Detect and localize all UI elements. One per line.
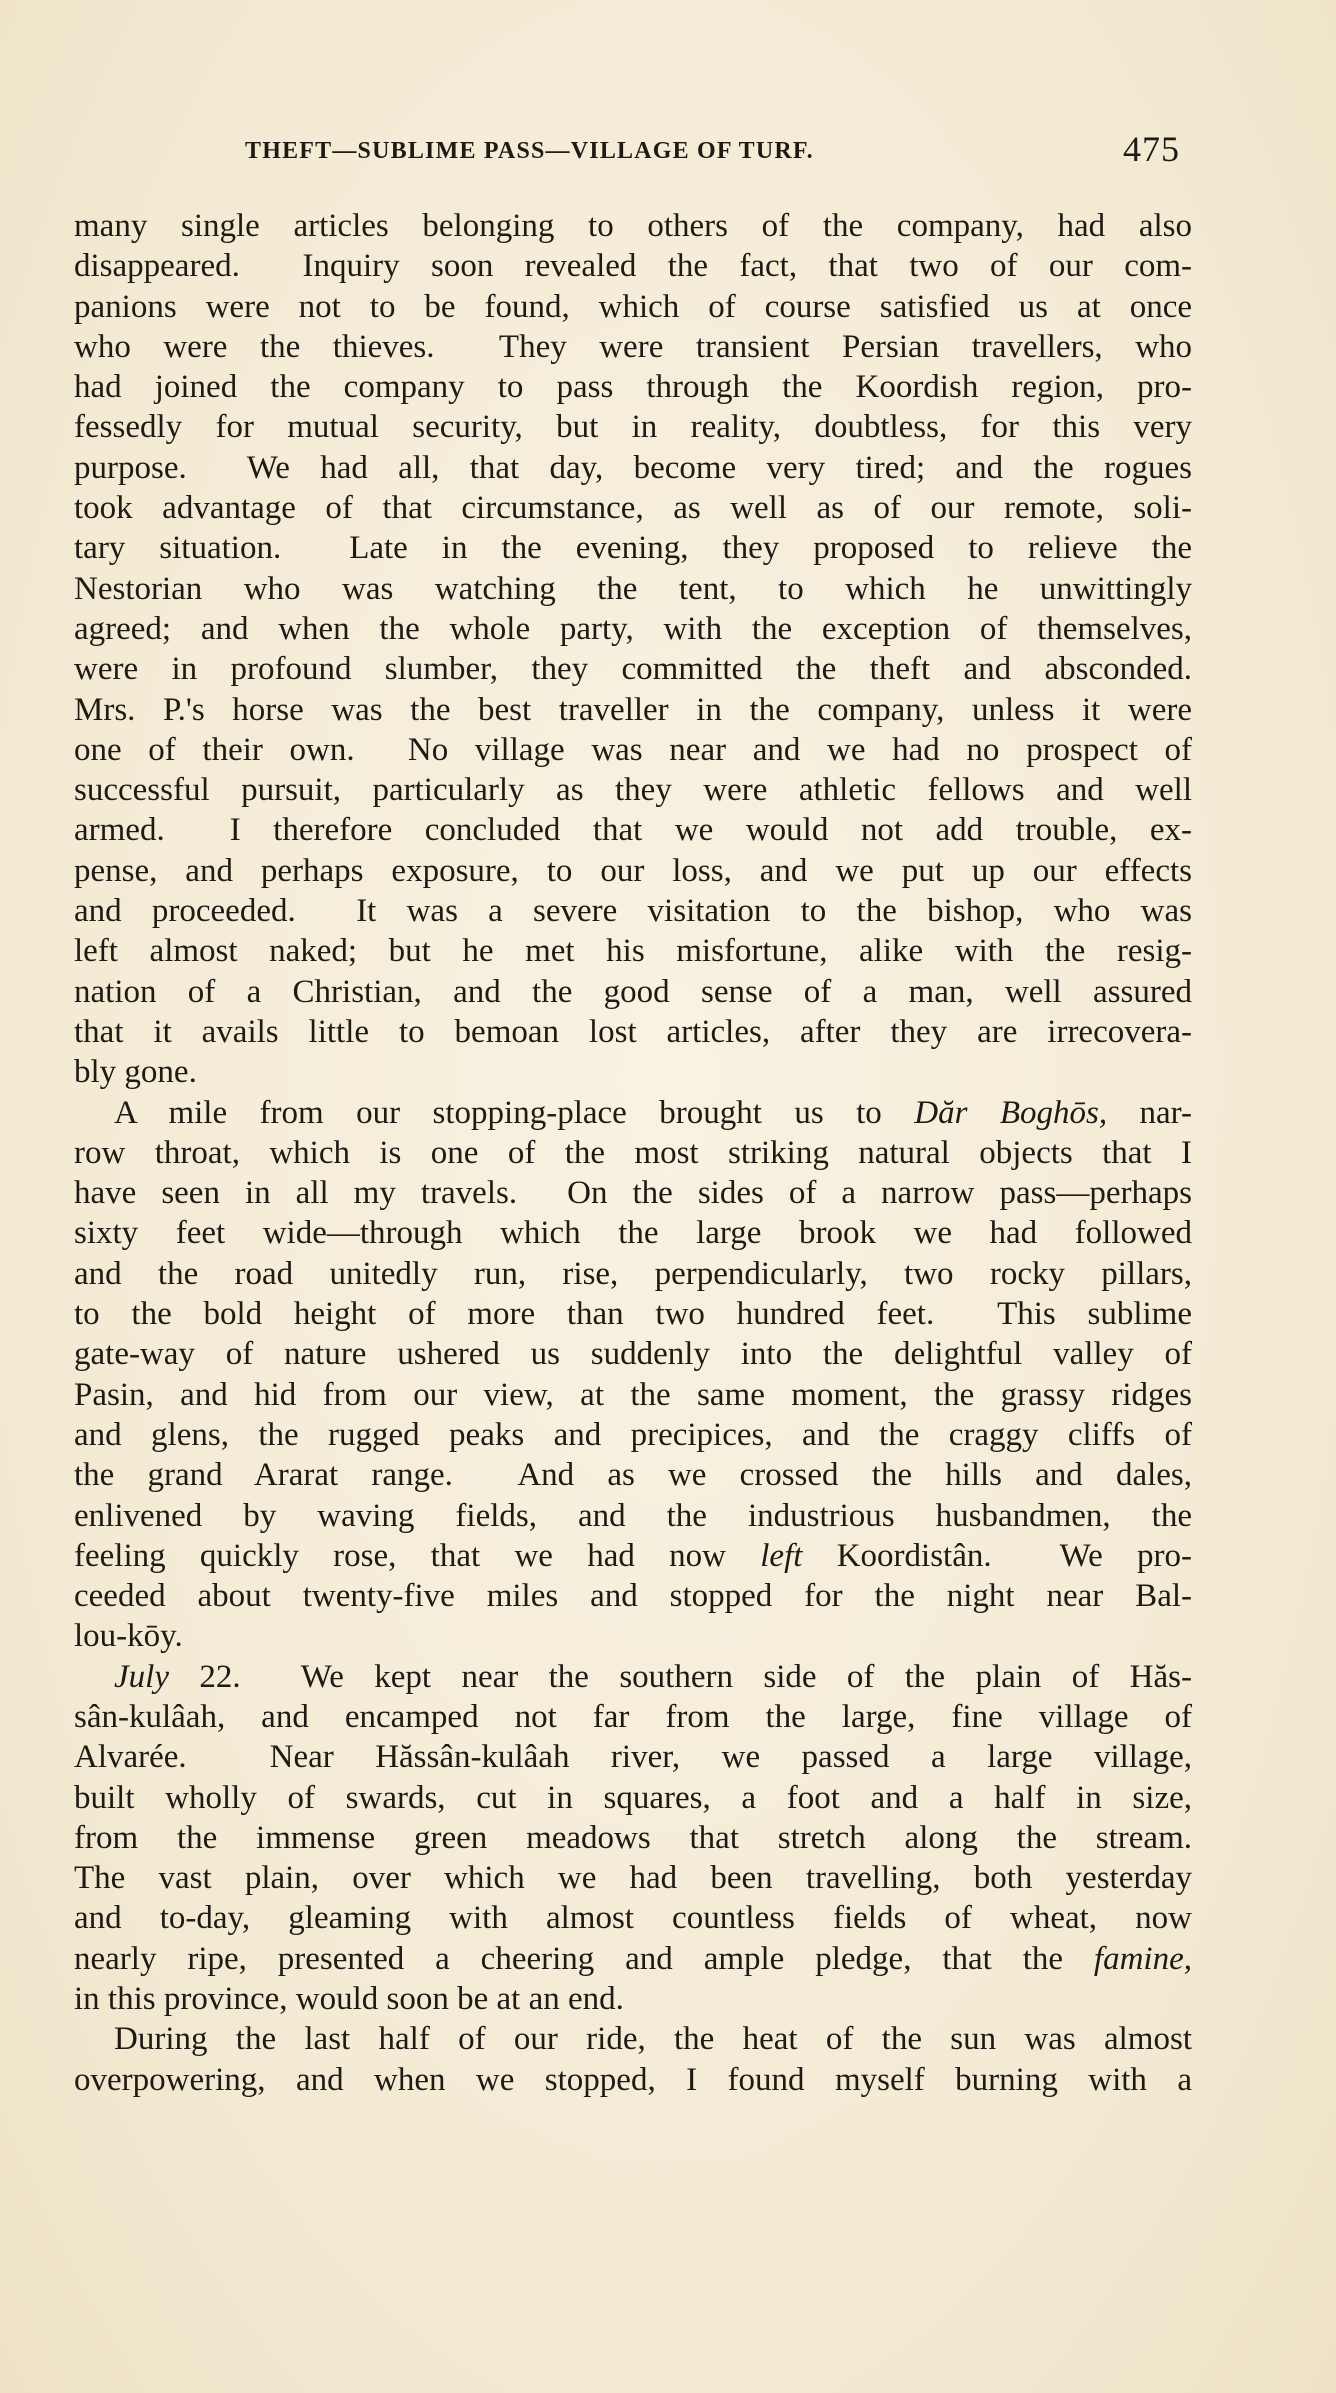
text-line: pense, and perhaps exposure, to our loss, and we put up our effects xyxy=(74,852,1192,889)
text-line: Alvarée. Near Hăssân-kulâah river, we passed a large village, xyxy=(74,1739,1192,1776)
text-line: A mile from our stopping-place brought us to Dăr Boghōs, nar- xyxy=(114,1094,1192,1131)
text-line: many single articles belonging to others of the company, had also xyxy=(74,208,1192,244)
text-line: nearly ripe, presented a cheering and ample pledge, that the famine, xyxy=(74,1940,1192,1977)
text-line: gate-way of nature ushered us suddenly into the delightful valley of xyxy=(74,1336,1192,1373)
text-line: took advantage of that circumstance, as well as of our remote, soli- xyxy=(74,490,1192,527)
text-line: overpowering, and when we stopped, I found myself burning with a xyxy=(74,2061,1192,2098)
text-line: who were the thieves. They were transient Persian travellers, who xyxy=(74,328,1192,365)
text-line: that it avails little to bemoan lost articles, after they are irrecovera- xyxy=(74,1013,1192,1050)
text-line: and the road unitedly run, rise, perpendicularly, two rocky pillars, xyxy=(74,1255,1192,1292)
text-line: The vast plain, over which we had been travelling, both yesterday xyxy=(74,1860,1192,1897)
text-line: disappeared. Inquiry soon revealed the fact, that two of our com- xyxy=(74,248,1192,285)
text-line: tary situation. Late in the evening, they proposed to relieve the xyxy=(74,530,1192,567)
text-line: left almost naked; but he met his misfortune, alike with the resig- xyxy=(74,933,1192,970)
italic-date: July xyxy=(114,1658,169,1695)
text-line: in this province, would soon be at an end. xyxy=(74,1981,624,2018)
text-line: fessedly for mutual security, but in reality, doubtless, for this very xyxy=(74,409,1192,446)
text-line: nation of a Christian, and the good sense of a man, well assured xyxy=(74,973,1192,1010)
body-text xyxy=(74,206,1192,2100)
text-line: bly gone. xyxy=(74,1054,197,1091)
text-line: During the last half of our ride, the heat of the sun was almost xyxy=(114,2021,1192,2058)
text-line: ceeded about twenty-five miles and stopped for the night near Bal- xyxy=(74,1578,1192,1615)
text-line: sân-kulâah, and encamped not far from the large, fine village of xyxy=(74,1698,1192,1735)
italic-emphasis: famine, xyxy=(1093,1940,1192,1977)
text-line: and glens, the rugged peaks and precipices, and the craggy cliffs of xyxy=(74,1416,1192,1453)
italic-emphasis: left xyxy=(760,1537,803,1574)
text-line: one of their own. No village was near and we had no prospect of xyxy=(74,731,1192,768)
text-line: lou-kōy. xyxy=(74,1618,183,1655)
text-line: built wholly of swards, cut in squares, a foot and a half in size, xyxy=(74,1779,1192,1816)
text-line: successful pursuit, particularly as they were athletic fellows and well xyxy=(74,772,1192,809)
text-line: sixty feet wide—through which the large brook we had followed xyxy=(74,1215,1192,1252)
text-line: feeling quickly rose, that we had now left Koordistân. We pro- xyxy=(74,1537,1192,1574)
page-header xyxy=(245,128,1180,178)
text-line: Nestorian who was watching the tent, to which he unwittingly xyxy=(74,570,1192,607)
page-number: 475 xyxy=(1123,129,1180,169)
italic-place-name: Dăr Boghōs, xyxy=(914,1094,1108,1131)
text-line: have seen in all my travels. On the sides of a narrow pass—perhaps xyxy=(74,1175,1192,1212)
text-line: had joined the company to pass through the Koordish region, pro- xyxy=(74,369,1192,406)
text-line: purpose. We had all, that day, become very tired; and the rogues xyxy=(74,449,1192,486)
text-line: from the immense green meadows that stretch along the stream. xyxy=(74,1819,1192,1856)
text-line: were in profound slumber, they committed the theft and absconded. xyxy=(74,651,1192,688)
text-line: row throat, which is one of the most striking natural objects that I xyxy=(74,1134,1192,1171)
text-line: Pasin, and hid from our view, at the same moment, the grassy ridges xyxy=(74,1376,1192,1413)
text-line: enlivened by waving fields, and the industrious husbandmen, the xyxy=(74,1497,1192,1534)
text-line: panions were not to be found, which of course satisfied us at once xyxy=(74,288,1192,325)
text-line: to the bold height of more than two hundred feet. This sublime xyxy=(74,1296,1192,1333)
text-line: armed. I therefore concluded that we would not add trouble, ex- xyxy=(74,812,1192,849)
text-line: agreed; and when the whole party, with the exception of themselves, xyxy=(74,610,1192,647)
text-line: and to-day, gleaming with almost countless fields of wheat, now xyxy=(74,1900,1192,1937)
text-line: and proceeded. It was a severe visitation to the bishop, who was xyxy=(74,893,1192,930)
running-head: THEFT—SUBLIME PASS—VILLAGE OF TURF. xyxy=(245,138,814,164)
text-line: Mrs. P.'s horse was the best traveller in the company, unless it were xyxy=(74,691,1192,728)
text-line: the grand Ararat range. And as we crossed the hills and dales, xyxy=(74,1457,1192,1494)
text-line: July 22. We kept near the southern side of the plain of Hăs- xyxy=(114,1658,1192,1695)
